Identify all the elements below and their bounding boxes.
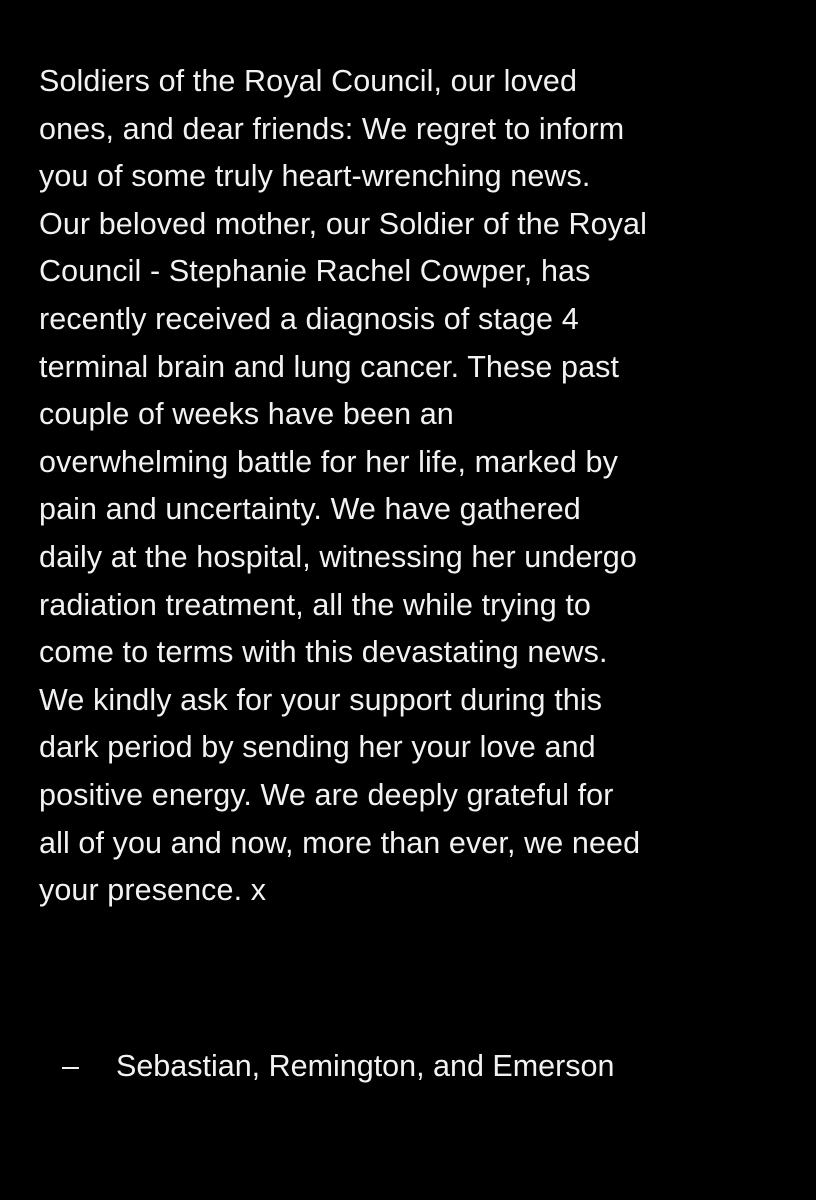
note-line: radiation treatment, all the while trying to xyxy=(39,587,591,622)
signature xyxy=(62,1042,614,1090)
signature-dash: – xyxy=(62,1049,79,1083)
note-line: ones, and dear friends: We regret to inform xyxy=(39,111,625,146)
note-line: pain and uncertainty. We have gathered xyxy=(39,492,581,527)
note-line: come to terms with this devastating news. xyxy=(39,635,608,670)
note-line: you of some truly heart-wrenching news. xyxy=(39,159,591,194)
note-line: your presence. x xyxy=(39,873,267,908)
note-line: Council - Stephanie Rachel Cowper, has xyxy=(39,254,591,289)
note-line: We kindly ask for your support during this xyxy=(39,682,603,717)
note-line: couple of weeks have been an xyxy=(39,397,454,432)
signature-names: Sebastian, Remington, and Emerson xyxy=(116,1049,615,1083)
note-line: positive energy. We are deeply grateful for xyxy=(39,777,614,812)
note-line: recently received a diagnosis of stage 4 xyxy=(39,301,579,336)
note-line: dark period by sending her your love and xyxy=(39,730,596,765)
note-line: overwhelming battle for her life, marked by xyxy=(39,444,618,479)
note-line: Our beloved mother, our Soldier of the Royal xyxy=(39,206,647,241)
note-line: all of you and now, more than ever, we need xyxy=(39,825,641,860)
note-line: Soldiers of the Royal Council, our loved xyxy=(39,64,578,98)
note-body xyxy=(39,58,799,915)
note-line: terminal brain and lung cancer. These past xyxy=(39,349,620,384)
note-line: daily at the hospital, witnessing her undergo xyxy=(39,539,637,574)
